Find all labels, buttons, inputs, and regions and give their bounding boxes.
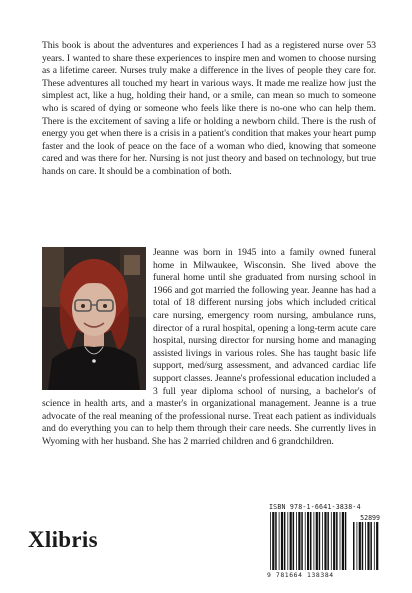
barcode-bar [287,512,288,570]
barcode-bar [290,512,292,570]
isbn-label: ISBN 978-1-6641-3838-4 [269,503,361,511]
barcode-bar [307,512,309,570]
barcode-bar [342,512,344,570]
price-code: 52899 [360,514,380,522]
barcode-bar [327,512,329,570]
barcode-bar [374,522,375,570]
barcode-bar [362,522,364,570]
barcode-bar [296,512,297,570]
barcode-bar [365,522,366,570]
barcode-bar [305,512,306,570]
book-synopsis: This book is about the adventures and experiences I had as a registered nurse over 53 years. I wanted to share these experiences to inspire men and women to choose nursing as a lifetime career. Nurses truly make a difference in the lives of people they care for. These adventures all touched my heart in various ways. It made me realize how just the simplest act, like a hug, holding their hand, or a smile, can mean so much to someone who is scared of dying or someone who feels like there is no-one who can help them. There is the excitement of saving a life or holding a newborn child. There is the rush of energy you get when there is a crisis in a patient's condition that makes your heart pump faster and the look of peace on the face of a woman who died, knowing that someone cared and was there for her. Nursing is not just theory and based on technology, but true hands on care. It should be a combination of both. [42,40,376,177]
barcode-bar [370,522,372,570]
isbn-barcode [267,503,383,584]
barcode-bar [376,522,378,570]
barcode-bar [316,512,318,570]
barcode-bar [310,512,312,570]
barcode-bar [301,512,303,570]
barcode-bar [284,512,286,570]
barcode-bar [357,522,358,570]
author-section [42,247,376,449]
barcode-bar [281,512,283,570]
publisher-logo: Xlibris [28,527,98,552]
barcode-bar [359,522,361,570]
barcode-bar [345,512,347,570]
barcode-bar [353,522,355,570]
barcode-bar [340,512,341,570]
author-bio: Jeanne was born in 1945 into a family owned funeral home in Milwaukee, Wisconsin. She lived above the funeral home until she graduated from nursing school in 1966 and got married the following year. Jeanne has had a total of 18 different nursing jobs which included critical care nursing, emergency room nursing, ambulance runs, director of a rural hospital, opening a long-term acute care hospital, nursing director for nursing home and managing assisted livings in various roles. She has taught basic life support, med/surg assessment, and advanced cardiac life support classes. Jeanne's professional education included a 3 full year diploma school of nursing, a bachelor's of science in health arts, and a master's in organizational management. Jeanne is a true advocate of the real meaning of the professional nurse. Treat each patient as individuals and do everything you can to help them through their care needs. She currently lives in Wyoming with her husband. She has 2 married children and 6 grandchildren. [42,247,376,447]
barcode-bar [324,512,326,570]
ean-digits: 9 781664 138384 [267,571,334,579]
barcode-bar [293,512,295,570]
barcode-bar [298,512,300,570]
barcode-bar [319,512,321,570]
barcode-bar [272,512,274,570]
author-photo [42,247,146,390]
barcode-bar [314,512,315,570]
barcode-bar [275,512,277,570]
author-portrait-image [42,247,146,390]
barcode-bar [279,512,280,570]
barcode-bar [333,512,335,570]
barcode-bar [336,512,338,570]
barcode-bar [331,512,332,570]
barcode-bar [367,522,369,570]
barcode-bar [322,512,323,570]
barcode-bar [270,512,271,570]
